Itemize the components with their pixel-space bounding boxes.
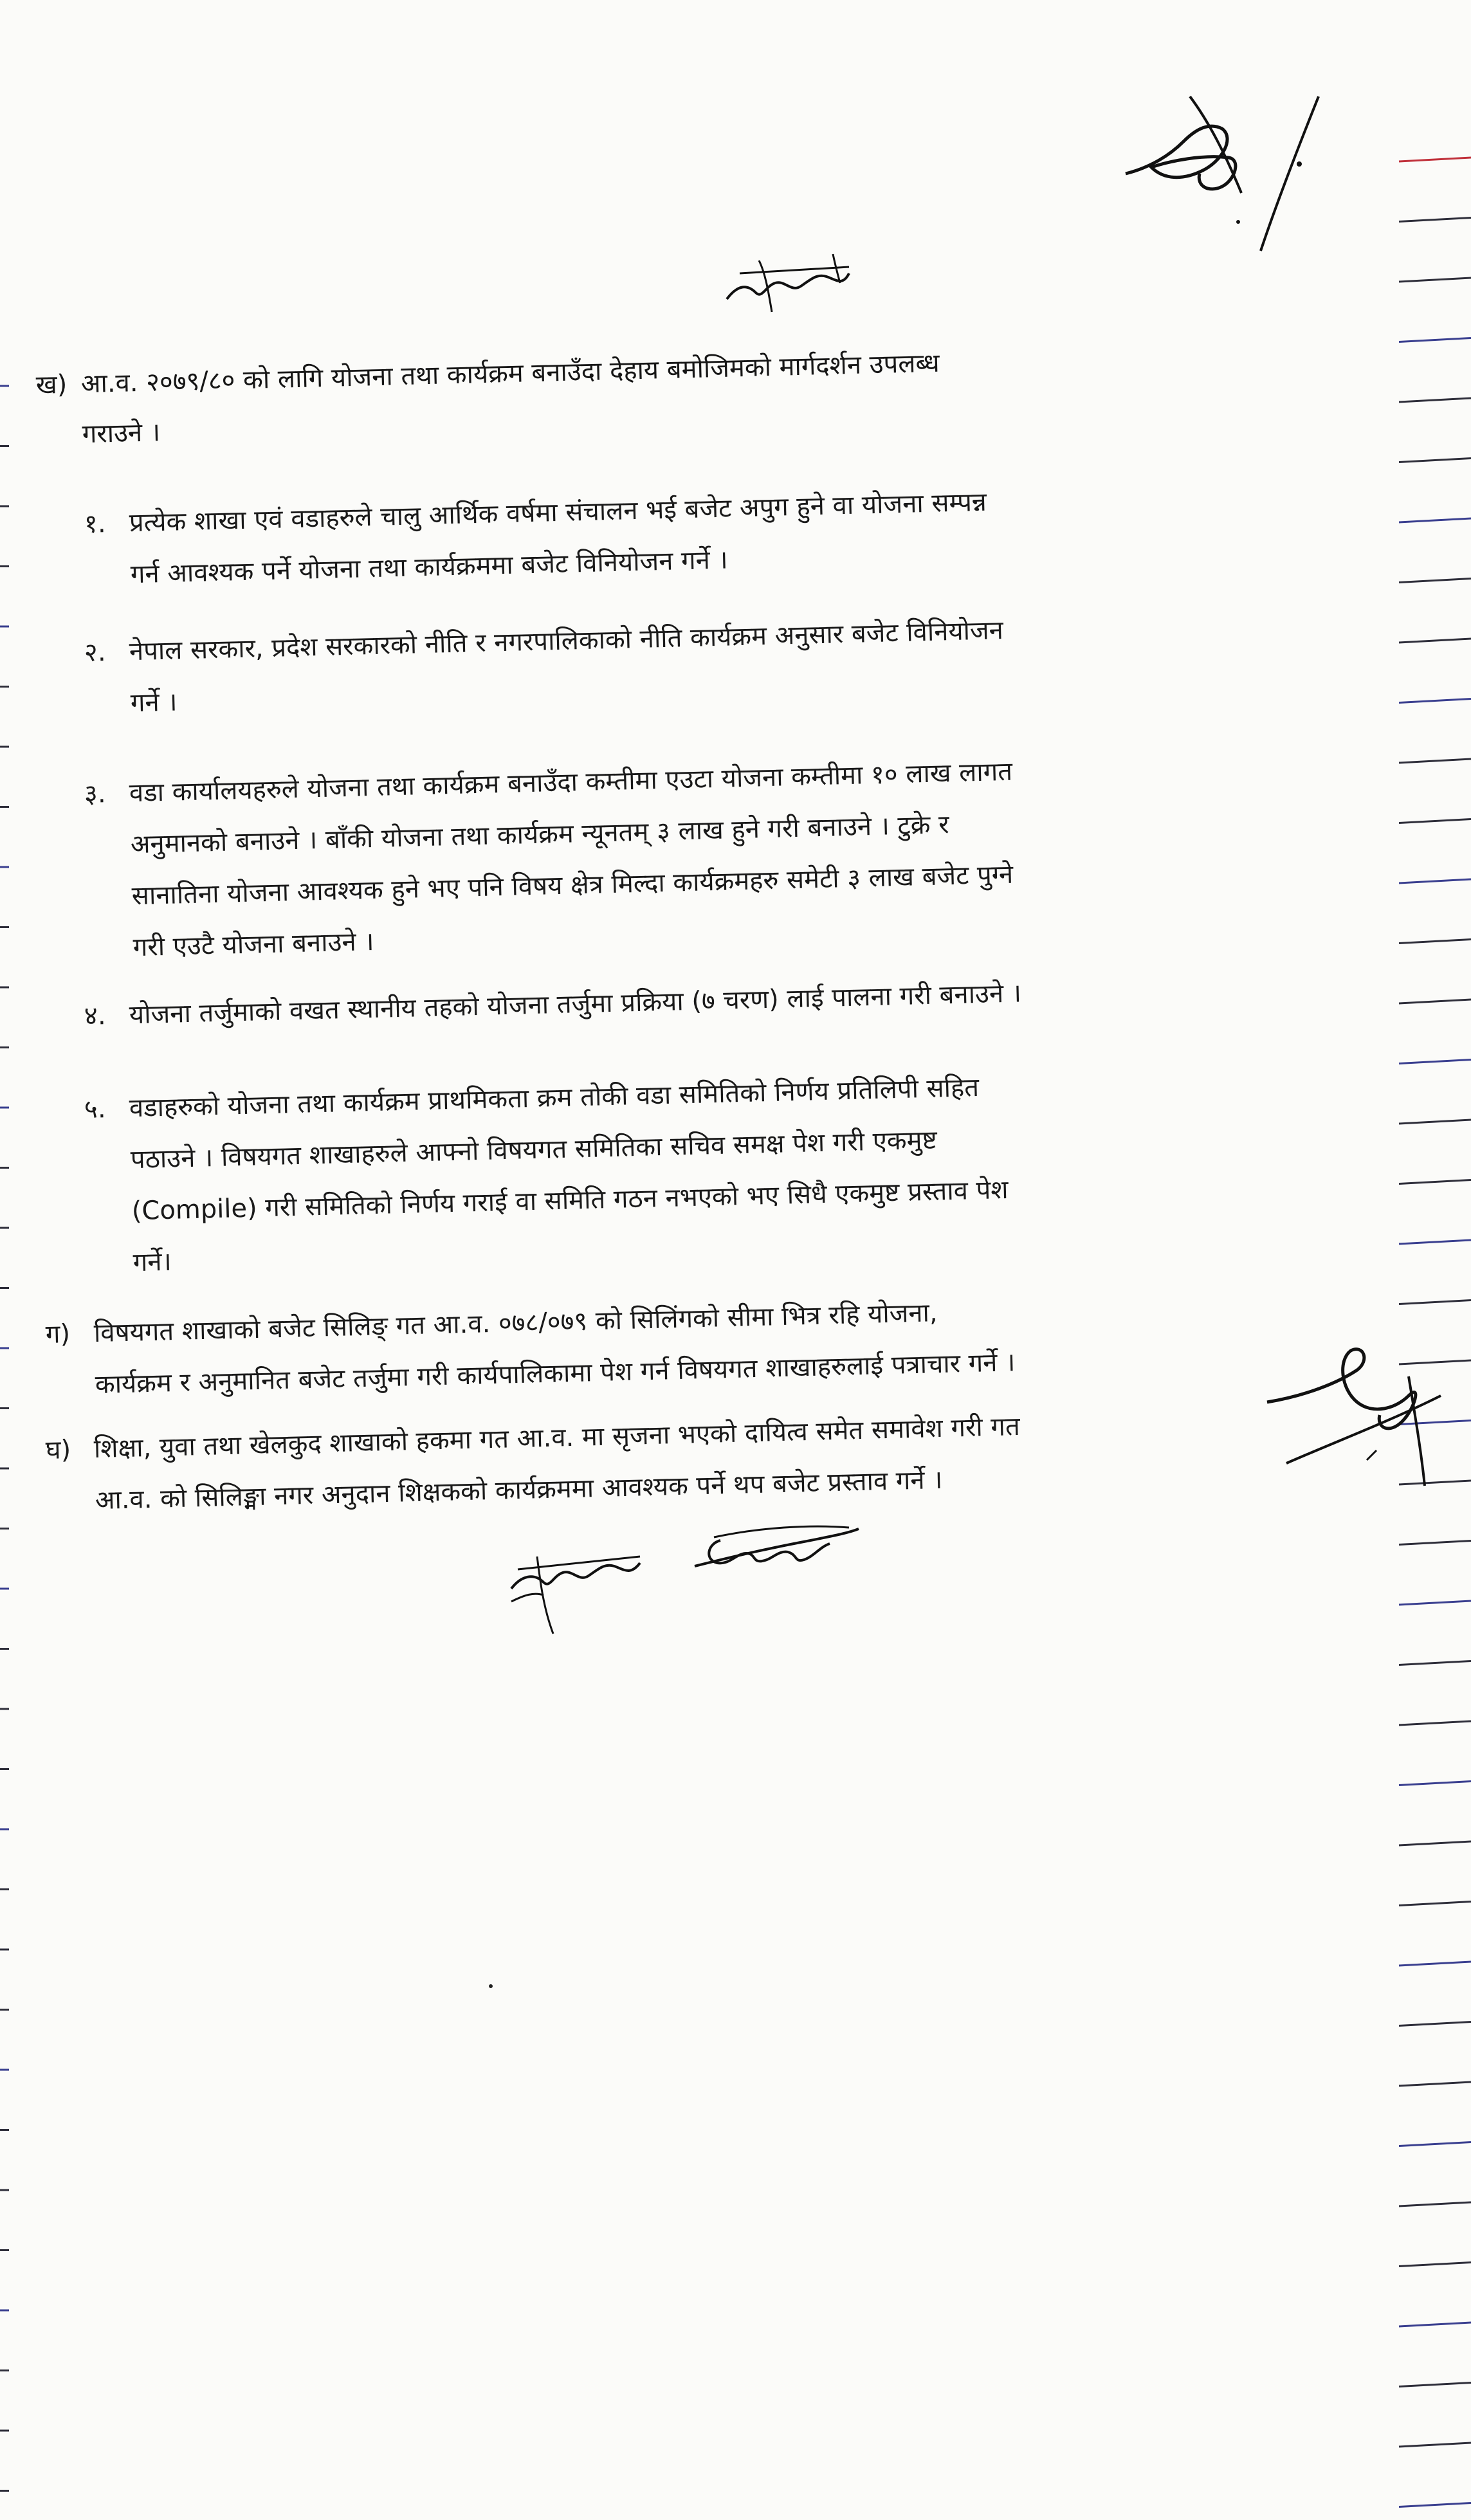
list-item-number: १.	[84, 509, 107, 539]
margin-rule-right	[1399, 459, 1471, 462]
margin-rule-right	[1399, 879, 1471, 883]
section-gha-marker: घ)	[45, 1435, 71, 1465]
margin-rule-right	[1399, 1601, 1471, 1605]
margin-rule-right	[1399, 218, 1471, 222]
margin-rule-right	[1399, 1541, 1471, 1545]
signature-top-center	[720, 248, 868, 325]
list-item-5	[84, 1056, 1233, 1290]
margin-rule-right	[1399, 2022, 1471, 2026]
margin-rule-right	[1399, 1721, 1471, 1725]
list-item-text: योजना तर्जुमाको वखत स्थानीय तहको योजना तर्जुमा प्रक्रिया (७ चरण) लाई पालना गरी बनाउने ।	[129, 978, 1022, 1030]
list-item-number: ५.	[84, 1094, 107, 1124]
section-kha-marker: ख)	[35, 369, 68, 400]
section-ga-text: विषयगत शाखाको बजेट सिलिङ् गत आ.व. ०७८/०७९ को सिलिंगको सीमा भित्र रहि योजना,	[93, 1298, 938, 1349]
margin-rule-right	[1399, 1240, 1471, 1244]
margin-rule-right	[1399, 158, 1471, 161]
margin-rule-right	[1399, 819, 1471, 823]
ink-dot	[489, 1984, 493, 1988]
list-item-continuation: गर्ने ।	[130, 687, 178, 718]
list-item-continuation: सानातिना योजना आवश्यक हुने भए पनि विषय क्षेत्र मिल्दा कार्यक्रमहरु समेटी ३ लाख बजेट पुग्ने	[131, 859, 1014, 911]
list-item-text: वडा कार्यालयहरुले योजना तथा कार्यक्रम बनाउँदा कम्तीमा एउटा योजना कम्तीमा १० लाख लागत	[129, 756, 1013, 808]
list-item-text: नेपाल सरकार, प्रदेश सरकारको नीति र नगरपालिकाको नीति कार्यक्रम अनुसार बजेट विनियोजन	[129, 616, 1004, 667]
margin-rule-right	[1399, 579, 1471, 583]
margin-rule-right	[1399, 1841, 1471, 1845]
signature-bottom-left	[498, 1531, 653, 1640]
margin-rule-right	[1399, 278, 1471, 282]
margin-rule-right	[1399, 2263, 1471, 2267]
section-kha-text: आ.व. २०७९/८० को लागि योजना तथा कार्यक्रम बनाउँदा देहाय बमोजिमको मार्गदर्शन उपलब्ध	[80, 348, 940, 399]
list-item-text: वडाहरुको योजना तथा कार्यक्रम प्राथमिकता क्रम तोकी वडा समितिको निर्णय प्रतिलिपी सहित	[129, 1072, 980, 1124]
margin-rule-right	[1399, 398, 1471, 402]
margin-rule-right	[1399, 2383, 1471, 2387]
margin-rule-right	[1399, 1962, 1471, 1966]
margin-rule-right	[1399, 2503, 1471, 2507]
signature-bottom-right	[682, 1515, 862, 1585]
margin-rule-right	[1399, 1060, 1471, 1064]
margin-rule-right	[1399, 699, 1471, 703]
margin-rule-right	[1399, 1902, 1471, 1906]
margin-rule-right	[1399, 2323, 1471, 2326]
margin-rule-right	[1399, 2443, 1471, 2447]
list-item-number: २.	[84, 637, 107, 668]
margin-rule-right	[1399, 1661, 1471, 1665]
section-kha-continuation: गराउने ।	[82, 417, 161, 450]
list-item-text: प्रत्येक शाखा एवं वडाहरुले चालु आर्थिक वर्षमा संचालन भई बजेट अपुग हुने वा योजना सम्पन्न	[129, 487, 987, 538]
list-item-continuation: गर्न आवश्यक पर्ने योजना तथा कार्यक्रममा बजेट विनियोजन गर्ने ।	[130, 545, 729, 590]
section-ga-continuation: कार्यक्रम र अनुमानित बजेट तर्जुमा गरी कार्यपालिकामा पेश गर्न विषयगत शाखाहरुलाई पत्राचार गर्ने ।	[95, 1347, 1016, 1400]
margin-rule-right	[1399, 639, 1471, 643]
margin-rule-right	[1399, 2142, 1471, 2146]
list-item-continuation: गरी एउटै योजना बनाउने ।	[132, 927, 375, 963]
list-item-number: ३.	[84, 779, 107, 809]
list-item-continuation: (Compile) गरी समितिको निर्णय गराई वा समिति गठन नभएको भए सिधै एकमुष्ट प्रस्ताव पेश	[131, 1174, 1009, 1227]
section-ga-marker: ग)	[45, 1319, 71, 1349]
list-item-3	[84, 741, 1233, 974]
margin-rule-right	[1399, 2082, 1471, 2086]
margin-rule-right	[1399, 1120, 1471, 1124]
margin-rule-right	[1399, 940, 1471, 944]
list-item-continuation: अनुमानको बनाउने । बाँकी योजना तथा कार्यक्रम न्यूनतम् ३ लाख हुने गरी बनाउने । टुक्रे र	[130, 810, 950, 860]
list-item-continuation: पठाउने । विषयगत शाखाहरुले आफ्नो विषयगत समितिका सचिव समक्ष पेश गरी एकमुष्ट	[130, 1125, 938, 1175]
list-item-continuation: गर्ने।	[132, 1246, 172, 1278]
signature-top-right	[1113, 84, 1331, 257]
margin-rule-right	[1399, 1180, 1471, 1184]
signature-right-middle	[1261, 1325, 1454, 1492]
margin-rule-right	[1399, 2202, 1471, 2206]
margin-rule-right	[1399, 1301, 1471, 1304]
section-gha-text: शिक्षा, युवा तथा खेलकुद शाखाको हकमा गत आ.व. मा सृजना भएको दायित्व समेत समावेश गरी गत	[93, 1411, 1021, 1465]
margin-rule-right	[1399, 1000, 1471, 1003]
list-item-number: ४.	[84, 1001, 107, 1031]
margin-rule-right	[1399, 338, 1471, 342]
section-gha-continuation: आ.व. को सिलिङ्मा नगर अनुदान शिक्षकको कार्यक्रममा आवश्यक पर्ने थप बजेट प्रस्ताव गर्ने ।	[95, 1465, 943, 1516]
margin-rule-right	[1399, 1782, 1471, 1785]
margin-rule-right	[1399, 518, 1471, 522]
margin-rule-right	[1399, 759, 1471, 763]
